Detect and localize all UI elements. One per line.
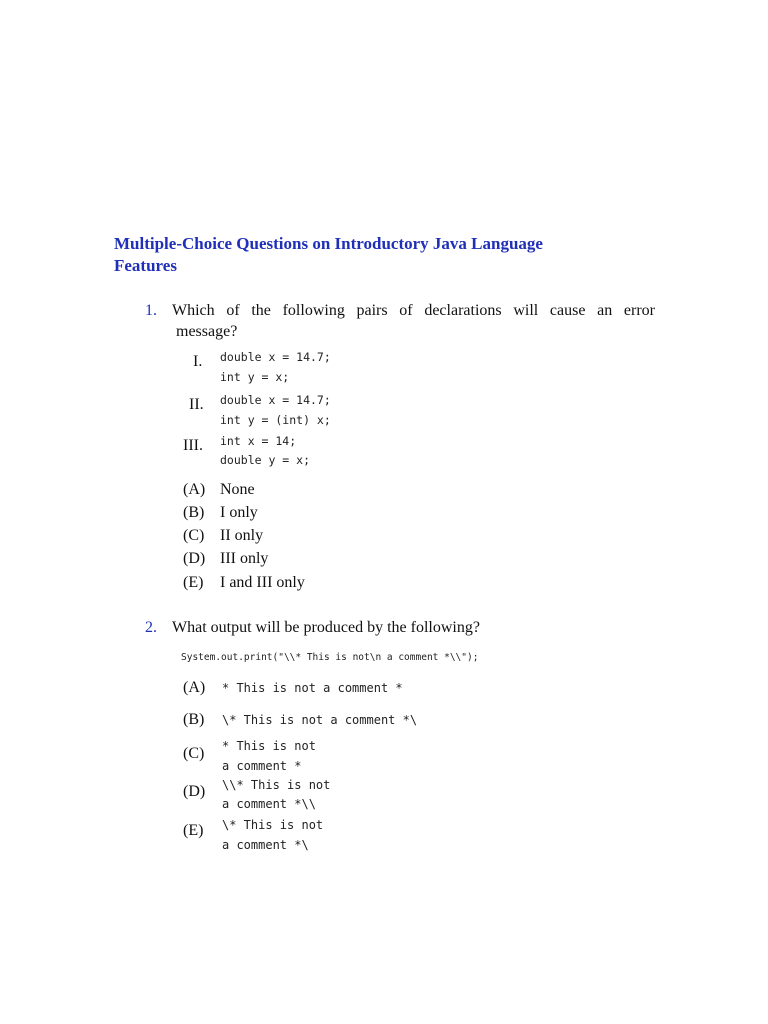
q2-option-d-line1: \\* This is not [222,778,331,792]
question-1-number: 1. [145,302,157,319]
q2-option-e-line2: a comment *\ [222,838,309,852]
q1-option-d-label: (D) [183,550,206,567]
question-2-number: 2. [145,619,157,636]
item-iii-code-line2: double y = x; [220,453,311,467]
item-ii-code-line2: int y = (int) x; [220,413,331,427]
q2-option-c-line1: * This is not [222,739,316,753]
question-2-code: System.out.print("\\* This is not\n a comment *\\"); [181,652,479,663]
q1-option-e-text: I and III only [220,574,305,591]
q2-option-c-label: (C) [183,745,205,762]
q2-option-b-label: (B) [183,711,205,728]
q1-option-a-label: (A) [183,481,206,498]
q2-option-e-label: (E) [183,822,204,839]
item-label-ii: II. [189,396,204,413]
question-2-text: What output will be produced by the following? [172,619,480,636]
item-ii-code-line1: double x = 14.7; [220,393,331,407]
q1-option-d-text: III only [220,550,269,567]
q1-option-a-text: None [220,481,255,498]
item-label-i: I. [193,353,203,370]
q2-option-d-label: (D) [183,783,206,800]
item-i-code-line2: int y = x; [220,370,290,384]
item-label-iii: III. [183,437,203,454]
q2-option-b-text: \* This is not a comment *\ [222,713,418,727]
q1-option-b-text: I only [220,504,258,521]
page-title: Multiple-Choice Questions on Introductory Java Language [114,234,543,253]
q1-option-e-label: (E) [183,574,204,591]
question-1-text: Which of the following pairs of declarations will cause an error [172,302,655,319]
q1-option-c-label: (C) [183,527,205,544]
q2-option-a-text: * This is not a comment * [222,681,403,695]
page-title-continued: Features [114,256,177,275]
question-1-text-continued: message? [176,323,238,340]
item-iii-code-line1: int x = 14; [220,434,297,448]
q2-option-a-label: (A) [183,679,206,696]
q1-option-c-text: II only [220,527,264,544]
q2-option-c-line2: a comment * [222,759,302,773]
q2-option-e-line1: \* This is not [222,818,324,832]
q1-option-b-label: (B) [183,504,205,521]
q2-option-d-line2: a comment *\\ [222,797,316,811]
item-i-code-line1: double x = 14.7; [220,350,331,364]
